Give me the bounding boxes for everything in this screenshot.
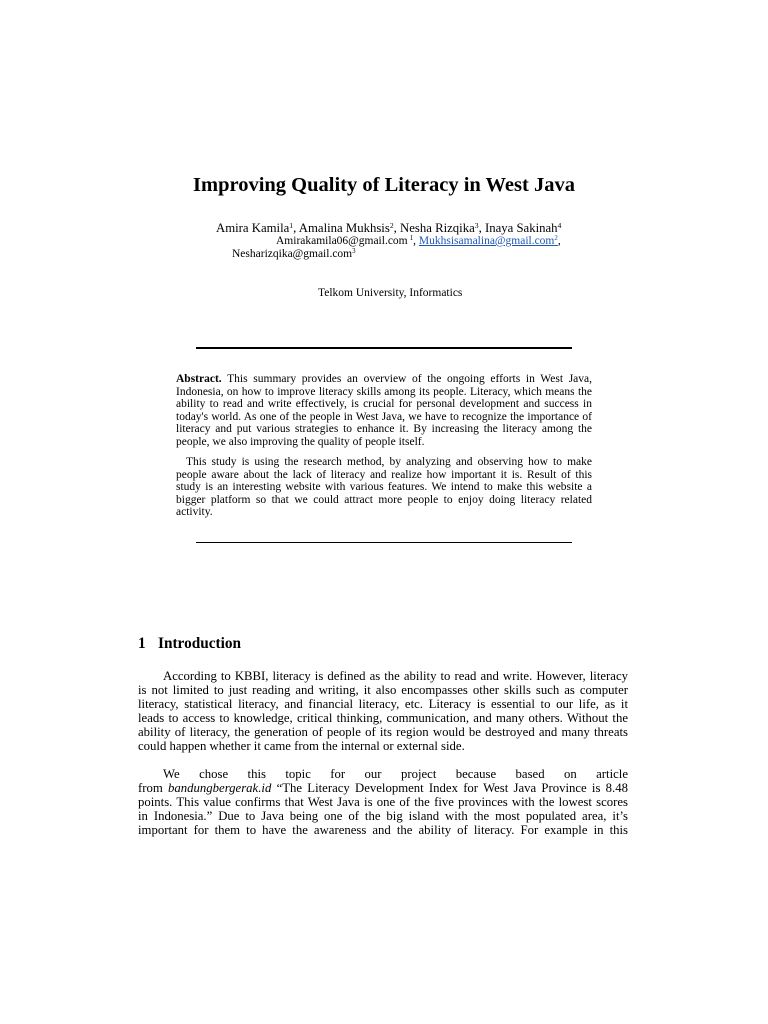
text-line: bigger platform so that we could attract more people to enjoy doing literacy related [176, 493, 592, 506]
author-email: Amirakamila06@gmail.com [276, 235, 408, 247]
text-line: We chose this topic for our project because based on article [163, 767, 628, 781]
abstract-label: Abstract. [176, 373, 222, 385]
author-separator: , [393, 221, 397, 235]
text-line: could happen whether it came from the internal or external side. [138, 739, 465, 753]
section-heading [138, 635, 241, 653]
text-segment: from [138, 781, 169, 795]
email-line [276, 235, 561, 248]
abstract-paragraph [176, 373, 592, 449]
abstract-text: This summary provides an overview of the ongoing efforts in West Java, [227, 373, 593, 385]
author-name: Amalina Mukhsis [298, 221, 390, 235]
abstract-top-rule [196, 347, 572, 349]
source-reference: bandungbergerak.id [168, 781, 272, 795]
text-line: activity. [176, 506, 213, 519]
author-affiliation-mark: 3 [474, 220, 479, 230]
author-name: Inaya Sakinah [484, 221, 558, 235]
author-email: Nesharizqika@gmail.com [232, 248, 353, 260]
author [299, 221, 397, 235]
author-separator: , [293, 221, 297, 235]
text-line [138, 781, 628, 795]
author-affiliation-mark: 1 [289, 220, 294, 230]
email-link-text: Mukhsisamalina@gmail.com [418, 235, 555, 247]
text-line: literacy, statistical literacy, and financial literacy, etc. Literacy is essential to our life, as it [138, 697, 628, 711]
text-line: is not limited to just reading and writing, it also encompasses other skills such as computer [138, 683, 628, 697]
text-line: study is an interesting website with various features. We intend to make this website a [176, 481, 592, 494]
text-line: This study is using the research method, by analyzing and observing how to make [186, 456, 592, 468]
text-segment: “The Literacy Development Index for West Java Province is 8.48 [271, 781, 628, 795]
text-line: ability to read and write effectively, is crucial for personal development and success in [176, 398, 592, 411]
author-list [216, 221, 561, 235]
email-affiliation-mark: 3 [352, 248, 356, 256]
body-paragraph [138, 767, 628, 837]
affiliation: Telkom University, Informatics [318, 287, 463, 299]
section-number: 1 [138, 635, 146, 652]
author-name: Nesha Rizqika [400, 221, 475, 235]
email-line [232, 248, 356, 261]
text-line: important for them to have the awareness and the ability of literacy. For example in this [138, 823, 628, 837]
email-affiliation-mark: 1 [409, 235, 414, 243]
author-email-link[interactable] [419, 235, 558, 247]
text-line: people aware about the lack of literacy and realize how important it is. Result of this [176, 468, 592, 481]
paper-title: Improving Quality of Literacy in West Java [193, 174, 575, 196]
text-line: According to KBBI, literacy is defined as the ability to read and write. However, literacy [163, 669, 628, 683]
author [216, 221, 296, 235]
email-separator: , [557, 235, 561, 247]
author-separator: , [478, 221, 482, 235]
abstract-bottom-rule [196, 542, 572, 543]
author [485, 221, 561, 235]
text-line: people, we also improving the quality of people itself. [176, 435, 425, 448]
text-line: ability of literacy, the generation of people of its region would be destroyed and many threats [138, 725, 628, 739]
section-title: Introduction [158, 635, 242, 652]
text-line [176, 373, 592, 386]
text-line: literacy and put various strategies to enhance it. By increasing the literacy among the [176, 423, 592, 436]
author-affiliation-mark: 4 [557, 220, 562, 230]
email-separator: , [413, 235, 417, 247]
text-line: Indonesia, on how to improve literacy skills among its people. Literacy, which means the [176, 385, 592, 398]
author-affiliation-mark: 2 [389, 220, 394, 230]
text-line: points. This value confirms that West Java is one of the five provinces with the lowest scores [138, 795, 628, 809]
text-line: leads to access to knowledge, critical thinking, communication, and many others. Without the [138, 711, 628, 725]
abstract-paragraph [176, 456, 592, 519]
author-name: Amira Kamila [216, 221, 290, 235]
text-line: today's world. As one of the people in West Java, we have to recognize the importance of [176, 410, 592, 423]
text-line: in Indonesia.” Due to Java being one of the big island with the most populated area, it’s [138, 809, 628, 823]
email-affiliation-mark: 2 [554, 235, 558, 243]
author [400, 221, 482, 235]
body-paragraph [138, 669, 628, 753]
